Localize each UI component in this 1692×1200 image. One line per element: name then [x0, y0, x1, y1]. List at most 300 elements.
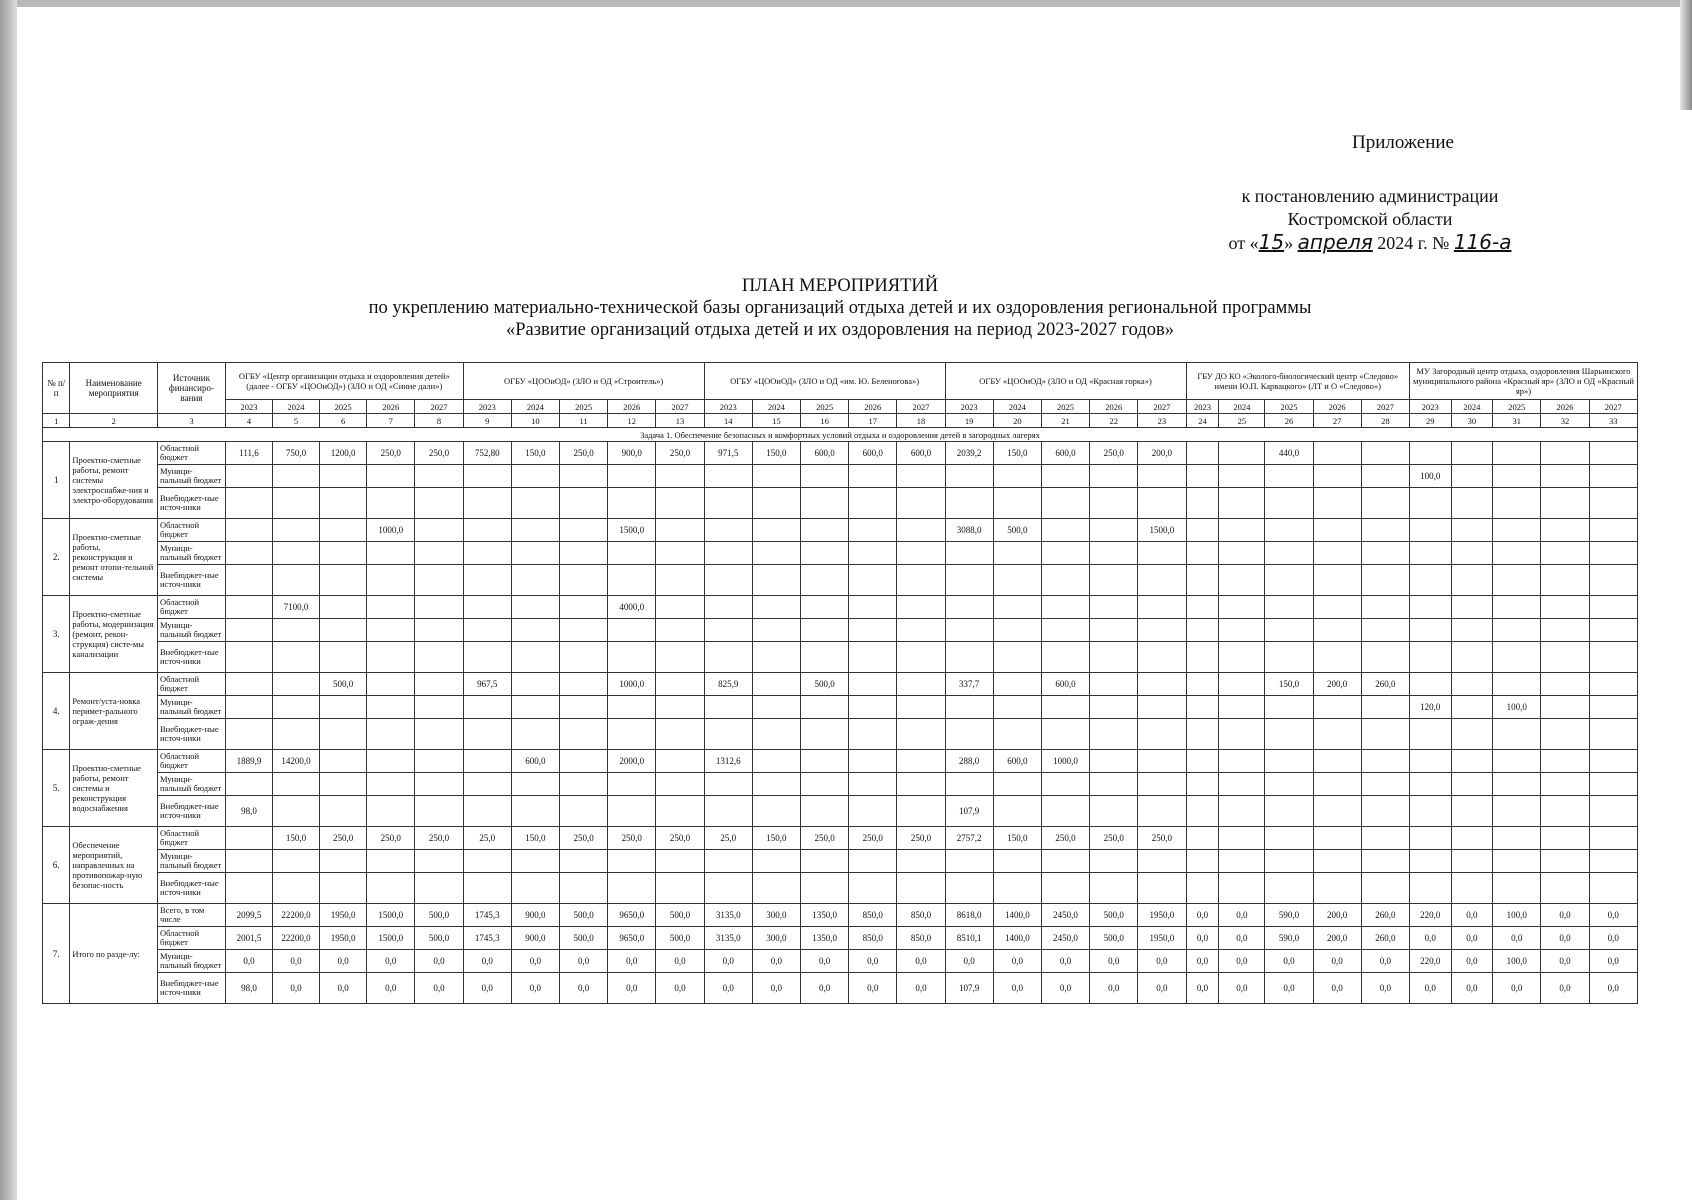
value-cell — [1313, 542, 1361, 565]
value-cell — [320, 596, 367, 619]
value-cell: 825,9 — [704, 673, 752, 696]
year-header: 2023 — [1409, 400, 1451, 414]
value-cell — [800, 719, 848, 750]
value-cell — [993, 719, 1041, 750]
funding-source: Внебюджет-ные источ-ники — [158, 642, 226, 673]
value-cell — [1265, 542, 1313, 565]
value-cell — [1361, 519, 1409, 542]
funding-source: Муници-пальный бюджет — [158, 773, 226, 796]
value-cell — [511, 850, 559, 873]
event-name: Итого по разде-лу: — [70, 904, 158, 1004]
value-cell — [273, 873, 320, 904]
value-cell — [1361, 696, 1409, 719]
value-cell: 600,0 — [849, 442, 897, 465]
value-cell — [1589, 873, 1637, 904]
value-cell — [511, 565, 559, 596]
value-cell — [367, 850, 415, 873]
value-cell: 250,0 — [1138, 827, 1186, 850]
value-cell — [463, 750, 511, 773]
value-cell — [1090, 596, 1138, 619]
value-cell — [1409, 796, 1451, 827]
year-header: 2025 — [800, 400, 848, 414]
value-cell: 150,0 — [752, 827, 800, 850]
value-cell — [225, 596, 272, 619]
year-header: 2027 — [1361, 400, 1409, 414]
value-cell — [1493, 850, 1541, 873]
value-cell — [1541, 488, 1589, 519]
value-cell: 1500,0 — [367, 927, 415, 950]
value-cell — [225, 696, 272, 719]
value-cell — [752, 519, 800, 542]
value-cell — [1361, 542, 1409, 565]
value-cell — [656, 642, 704, 673]
value-cell — [1041, 696, 1089, 719]
table-row — [43, 827, 1638, 850]
value-cell — [1451, 465, 1493, 488]
funding-source: Внебюджет-ные источ-ники — [158, 873, 226, 904]
value-cell — [1265, 696, 1313, 719]
value-cell — [415, 873, 463, 904]
value-cell — [704, 519, 752, 542]
table-row — [43, 973, 1638, 1004]
value-cell — [1313, 442, 1361, 465]
value-cell: 850,0 — [897, 904, 945, 927]
value-cell — [897, 519, 945, 542]
table-row — [43, 465, 1638, 488]
decree-year: 2024 г. № — [1377, 233, 1450, 253]
column-number: 7 — [367, 414, 415, 428]
table-row — [43, 796, 1638, 827]
value-cell — [1361, 719, 1409, 750]
value-cell — [415, 719, 463, 750]
value-cell — [1313, 519, 1361, 542]
value-cell — [1219, 596, 1265, 619]
year-header: 2027 — [415, 400, 463, 414]
value-cell — [415, 488, 463, 519]
table-row — [43, 873, 1638, 904]
year-header: 2024 — [1219, 400, 1265, 414]
value-cell: 150,0 — [511, 827, 559, 850]
value-cell — [1589, 796, 1637, 827]
value-cell — [897, 619, 945, 642]
value-cell: 250,0 — [367, 442, 415, 465]
value-cell — [945, 565, 993, 596]
value-cell — [1409, 873, 1451, 904]
value-cell — [752, 619, 800, 642]
value-cell — [1409, 827, 1451, 850]
value-cell: 0,0 — [1265, 973, 1313, 1004]
value-cell — [367, 750, 415, 773]
value-cell — [897, 719, 945, 750]
value-cell — [1090, 873, 1138, 904]
value-cell: 260,0 — [1361, 673, 1409, 696]
value-cell: 900,0 — [608, 442, 656, 465]
value-cell — [1451, 542, 1493, 565]
column-number-row — [43, 414, 1638, 428]
value-cell — [1041, 565, 1089, 596]
value-cell — [704, 596, 752, 619]
value-cell — [945, 542, 993, 565]
value-cell — [800, 696, 848, 719]
value-cell — [1313, 465, 1361, 488]
col-header-source: Источник финансиро-вания — [158, 363, 226, 414]
scan-edge-top — [0, 0, 1692, 7]
value-cell — [800, 542, 848, 565]
value-cell — [511, 696, 559, 719]
value-cell — [849, 773, 897, 796]
appendix-label: Приложение — [1352, 132, 1454, 153]
decree-mid: » — [1284, 233, 1294, 253]
value-cell — [1541, 619, 1589, 642]
year-header-row — [43, 400, 1638, 414]
value-cell — [1186, 565, 1219, 596]
value-cell — [1265, 465, 1313, 488]
value-cell — [897, 642, 945, 673]
value-cell — [1219, 850, 1265, 873]
value-cell: 0,0 — [704, 950, 752, 973]
value-cell — [993, 642, 1041, 673]
column-number: 27 — [1313, 414, 1361, 428]
value-cell: 2099,5 — [225, 904, 272, 927]
table-row — [43, 950, 1638, 973]
value-cell — [1493, 873, 1541, 904]
table-row — [43, 619, 1638, 642]
table-row — [43, 542, 1638, 565]
value-cell: 1400,0 — [993, 927, 1041, 950]
value-cell — [1219, 719, 1265, 750]
value-cell: 1000,0 — [1041, 750, 1089, 773]
value-cell — [752, 565, 800, 596]
value-cell — [849, 696, 897, 719]
value-cell — [1265, 750, 1313, 773]
value-cell — [511, 642, 559, 673]
value-cell — [1451, 442, 1493, 465]
value-cell — [1361, 796, 1409, 827]
value-cell: 0,0 — [1451, 904, 1493, 927]
value-cell — [704, 873, 752, 904]
value-cell — [1361, 488, 1409, 519]
column-number: 18 — [897, 414, 945, 428]
value-cell: 1889,9 — [225, 750, 272, 773]
value-cell: 0,0 — [1541, 904, 1589, 927]
value-cell: 250,0 — [1090, 827, 1138, 850]
value-cell — [1541, 673, 1589, 696]
value-cell: 0,0 — [1493, 927, 1541, 950]
decree-line-2: Костромской области — [1287, 209, 1453, 229]
value-cell — [225, 642, 272, 673]
value-cell — [993, 565, 1041, 596]
value-cell: 200,0 — [1313, 673, 1361, 696]
table-row — [43, 519, 1638, 542]
value-cell — [704, 542, 752, 565]
event-number: 5. — [43, 750, 70, 827]
value-cell — [463, 850, 511, 873]
value-cell — [704, 719, 752, 750]
value-cell — [1090, 773, 1138, 796]
value-cell: 0,0 — [1589, 904, 1637, 927]
value-cell: 500,0 — [656, 904, 704, 927]
value-cell — [752, 873, 800, 904]
value-cell — [320, 850, 367, 873]
value-cell — [608, 796, 656, 827]
value-cell: 200,0 — [1313, 927, 1361, 950]
column-number: 17 — [849, 414, 897, 428]
value-cell — [993, 850, 1041, 873]
value-cell — [849, 619, 897, 642]
value-cell — [1541, 696, 1589, 719]
value-cell: 22200,0 — [273, 927, 320, 950]
value-cell — [1186, 542, 1219, 565]
column-number: 4 — [225, 414, 272, 428]
value-cell — [1493, 642, 1541, 673]
value-cell — [367, 619, 415, 642]
funding-source: Областной бюджет — [158, 519, 226, 542]
value-cell: 7100,0 — [273, 596, 320, 619]
value-cell: 0,0 — [1451, 973, 1493, 1004]
value-cell — [1186, 696, 1219, 719]
value-cell — [225, 488, 272, 519]
value-cell — [1138, 565, 1186, 596]
value-cell — [1090, 542, 1138, 565]
value-cell — [752, 542, 800, 565]
value-cell — [752, 642, 800, 673]
table-row — [43, 565, 1638, 596]
value-cell — [273, 619, 320, 642]
funding-source: Внебюджет-ные источ-ники — [158, 565, 226, 596]
value-cell: 0,0 — [511, 950, 559, 973]
value-cell — [1265, 642, 1313, 673]
value-cell: 100,0 — [1493, 696, 1541, 719]
value-cell — [320, 873, 367, 904]
column-number: 12 — [608, 414, 656, 428]
value-cell: 1400,0 — [993, 904, 1041, 927]
value-cell — [560, 796, 608, 827]
value-cell — [1186, 719, 1219, 750]
value-cell — [608, 719, 656, 750]
document-title — [250, 275, 1430, 341]
value-cell — [463, 565, 511, 596]
value-cell — [1219, 619, 1265, 642]
value-cell: 0,0 — [1138, 950, 1186, 973]
year-header: 2025 — [560, 400, 608, 414]
value-cell: 0,0 — [752, 973, 800, 1004]
table-row — [43, 696, 1638, 719]
value-cell: 967,5 — [463, 673, 511, 696]
value-cell — [1138, 642, 1186, 673]
value-cell — [608, 465, 656, 488]
value-cell — [945, 850, 993, 873]
funding-source: Всего, в том числе — [158, 904, 226, 927]
value-cell — [1589, 442, 1637, 465]
col-header-no: № п/п — [43, 363, 70, 414]
org-header: ОГБУ «Центр организации отдыха и оздоровления детей» (далее - ОГБУ «ЦООиОД») (ЗЛО и ОД «Синие дали») — [225, 363, 463, 400]
value-cell: 250,0 — [656, 827, 704, 850]
value-cell — [1219, 565, 1265, 596]
funding-source: Областной бюджет — [158, 927, 226, 950]
value-cell — [1090, 673, 1138, 696]
value-cell: 250,0 — [1090, 442, 1138, 465]
value-cell: 0,0 — [225, 950, 272, 973]
year-header: 2026 — [1313, 400, 1361, 414]
event-number: 3. — [43, 596, 70, 673]
column-number: 3 — [158, 414, 226, 428]
value-cell — [1541, 827, 1589, 850]
value-cell — [225, 673, 272, 696]
table-row — [43, 596, 1638, 619]
year-header: 2027 — [1138, 400, 1186, 414]
value-cell — [273, 796, 320, 827]
value-cell: 250,0 — [560, 827, 608, 850]
value-cell — [1409, 773, 1451, 796]
title-line-1: ПЛАН МЕРОПРИЯТИЙ — [741, 276, 939, 296]
value-cell — [1186, 850, 1219, 873]
value-cell — [415, 642, 463, 673]
year-header: 2025 — [1493, 400, 1541, 414]
value-cell — [1313, 796, 1361, 827]
value-cell — [415, 542, 463, 565]
value-cell — [897, 488, 945, 519]
value-cell — [849, 542, 897, 565]
value-cell — [1589, 750, 1637, 773]
value-cell: 22200,0 — [273, 904, 320, 927]
value-cell — [897, 542, 945, 565]
value-cell — [1361, 442, 1409, 465]
task-row — [43, 428, 1638, 442]
value-cell — [897, 750, 945, 773]
value-cell — [1138, 719, 1186, 750]
value-cell: 500,0 — [560, 904, 608, 927]
value-cell — [849, 673, 897, 696]
value-cell: 0,0 — [560, 950, 608, 973]
value-cell — [415, 796, 463, 827]
value-cell: 500,0 — [560, 927, 608, 950]
value-cell — [225, 465, 272, 488]
column-number: 6 — [320, 414, 367, 428]
value-cell — [415, 773, 463, 796]
value-cell: 1200,0 — [320, 442, 367, 465]
value-cell — [273, 542, 320, 565]
value-cell — [608, 873, 656, 904]
value-cell: 250,0 — [897, 827, 945, 850]
value-cell — [560, 488, 608, 519]
value-cell — [511, 619, 559, 642]
value-cell: 600,0 — [511, 750, 559, 773]
value-cell — [1186, 465, 1219, 488]
funding-source: Внебюджет-ные источ-ники — [158, 796, 226, 827]
value-cell — [1138, 696, 1186, 719]
value-cell — [367, 565, 415, 596]
value-cell — [320, 773, 367, 796]
value-cell: 2450,0 — [1041, 904, 1089, 927]
value-cell — [560, 465, 608, 488]
value-cell — [1313, 642, 1361, 673]
value-cell — [1361, 750, 1409, 773]
value-cell — [1361, 850, 1409, 873]
value-cell: 250,0 — [1041, 827, 1089, 850]
value-cell: 0,0 — [511, 973, 559, 1004]
value-cell — [1265, 519, 1313, 542]
value-cell — [463, 488, 511, 519]
value-cell — [1138, 465, 1186, 488]
value-cell — [1138, 542, 1186, 565]
value-cell — [1361, 773, 1409, 796]
value-cell — [1219, 488, 1265, 519]
value-cell: 98,0 — [225, 796, 272, 827]
value-cell: 1950,0 — [320, 927, 367, 950]
value-cell: 600,0 — [897, 442, 945, 465]
value-cell: 500,0 — [1090, 904, 1138, 927]
value-cell — [1451, 673, 1493, 696]
value-cell — [273, 719, 320, 750]
value-cell: 0,0 — [1589, 973, 1637, 1004]
value-cell: 0,0 — [415, 950, 463, 973]
value-cell — [1219, 673, 1265, 696]
value-cell: 0,0 — [1541, 950, 1589, 973]
value-cell — [1138, 673, 1186, 696]
value-cell: 500,0 — [656, 927, 704, 950]
value-cell — [1541, 519, 1589, 542]
column-number: 13 — [656, 414, 704, 428]
value-cell — [1219, 796, 1265, 827]
value-cell — [1265, 619, 1313, 642]
event-number: 6. — [43, 827, 70, 904]
value-cell — [1219, 442, 1265, 465]
value-cell: 0,0 — [1451, 950, 1493, 973]
column-number: 26 — [1265, 414, 1313, 428]
value-cell — [897, 850, 945, 873]
value-cell: 0,0 — [1090, 973, 1138, 1004]
value-cell — [1041, 642, 1089, 673]
funding-source: Областной бюджет — [158, 827, 226, 850]
value-cell: 0,0 — [1313, 973, 1361, 1004]
value-cell — [1541, 596, 1589, 619]
value-cell — [608, 565, 656, 596]
value-cell: 8618,0 — [945, 904, 993, 927]
value-cell: 0,0 — [945, 950, 993, 973]
value-cell — [656, 719, 704, 750]
value-cell: 0,0 — [1409, 927, 1451, 950]
value-cell — [415, 619, 463, 642]
value-cell: 120,0 — [1409, 696, 1451, 719]
value-cell — [560, 519, 608, 542]
funding-source: Муници-пальный бюджет — [158, 542, 226, 565]
value-cell: 288,0 — [945, 750, 993, 773]
value-cell — [1186, 873, 1219, 904]
year-header: 2023 — [945, 400, 993, 414]
value-cell — [1138, 773, 1186, 796]
value-cell: 0,0 — [800, 973, 848, 1004]
value-cell — [320, 796, 367, 827]
value-cell: 0,0 — [993, 950, 1041, 973]
value-cell: 107,9 — [945, 796, 993, 827]
value-cell — [1186, 796, 1219, 827]
value-cell: 8510,1 — [945, 927, 993, 950]
value-cell: 0,0 — [849, 973, 897, 1004]
funding-source: Муници-пальный бюджет — [158, 696, 226, 719]
value-cell — [704, 642, 752, 673]
value-cell — [1313, 565, 1361, 596]
value-cell — [1451, 519, 1493, 542]
value-cell — [1589, 773, 1637, 796]
value-cell — [704, 773, 752, 796]
value-cell — [1493, 719, 1541, 750]
value-cell — [1090, 696, 1138, 719]
column-number: 24 — [1186, 414, 1219, 428]
value-cell — [1138, 750, 1186, 773]
column-number: 23 — [1138, 414, 1186, 428]
value-cell — [1041, 596, 1089, 619]
value-cell — [704, 619, 752, 642]
